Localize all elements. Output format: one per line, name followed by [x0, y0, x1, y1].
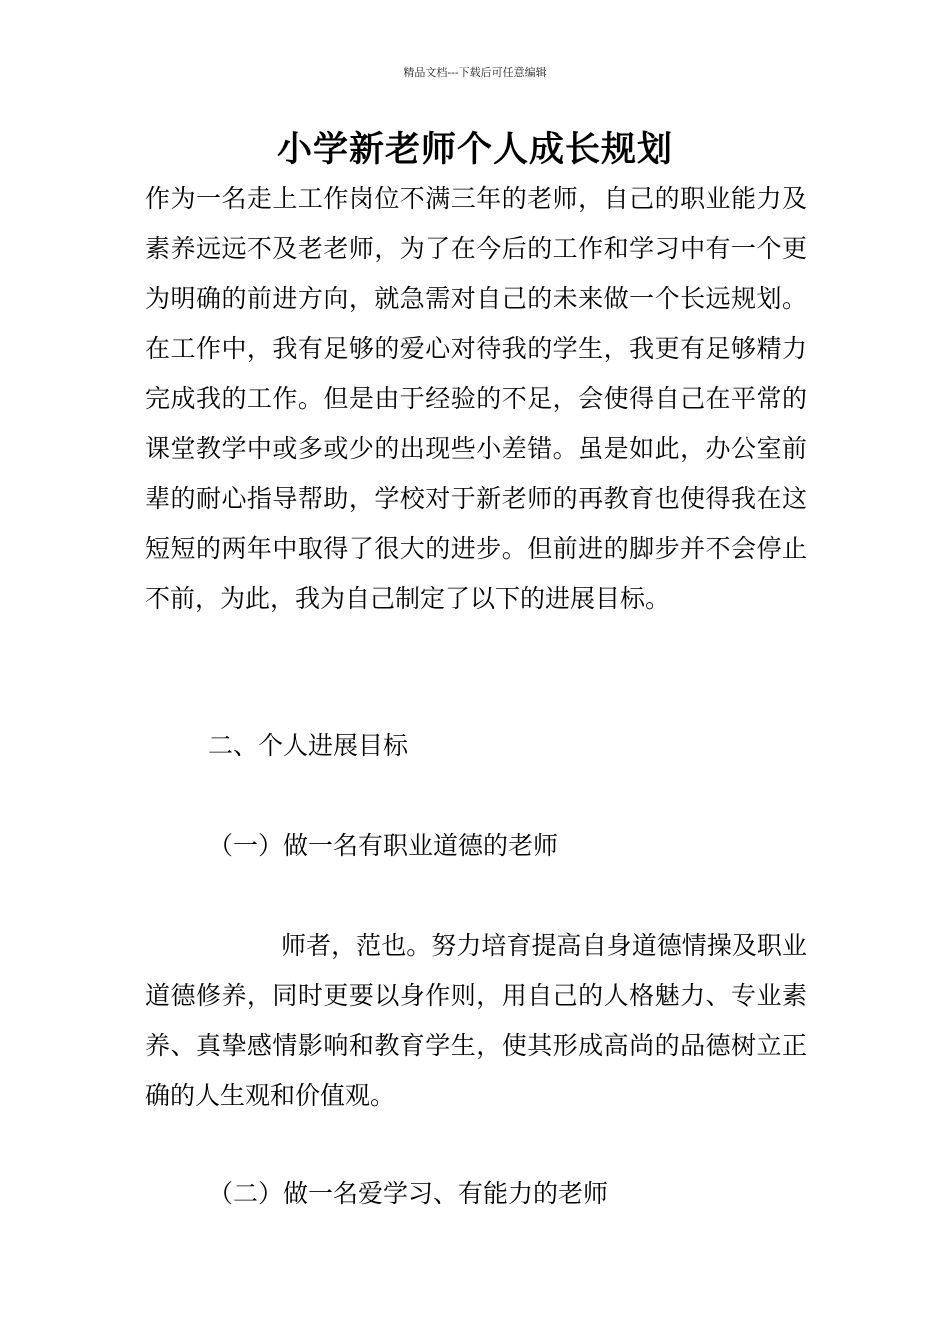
section-heading-personal-goals: 二、个人进展目标 [208, 731, 409, 760]
subsection-heading-learning: （二）做一名爱学习、有能力的老师 [208, 1179, 609, 1208]
ethics-paragraph: 师者，范也。努力培育提高自身道德情操及职业道德修养，同时更要以身作则，用自己的人格魅力、专业素养、真挚感情影响和教育学生，使其形成高尚的品德树立正确的人生观和价值观。 [145, 931, 807, 1110]
document-title: 小学新老师个人成长规划 [276, 129, 673, 170]
subsection-heading-ethics: （一）做一名有职业道德的老师 [208, 831, 559, 860]
intro-paragraph: 作为一名走上工作岗位不满三年的老师，自己的职业能力及素养远远不及老老师，为了在今后的工作和学习中有一个更为明确的前进方向，就急需对自己的未来做一个长远规划。在工作中，我有足够的爱心对待我的学生，我更有足够精力完成我的工作。但是由于经验的不足，会使得自己在平常的课堂教学中或多或少的出现些小差错。虽是如此，办公室前辈的耐心指导帮助，学校对于新老师的再教育也使得我在这短短的两年中取得了很大的进步。但前进的脚步并不会停止不前，为此，我为自己制定了以下的进展目标。 [145, 184, 807, 613]
header-note: 精品文档---下载后可任意编辑 [403, 66, 547, 79]
